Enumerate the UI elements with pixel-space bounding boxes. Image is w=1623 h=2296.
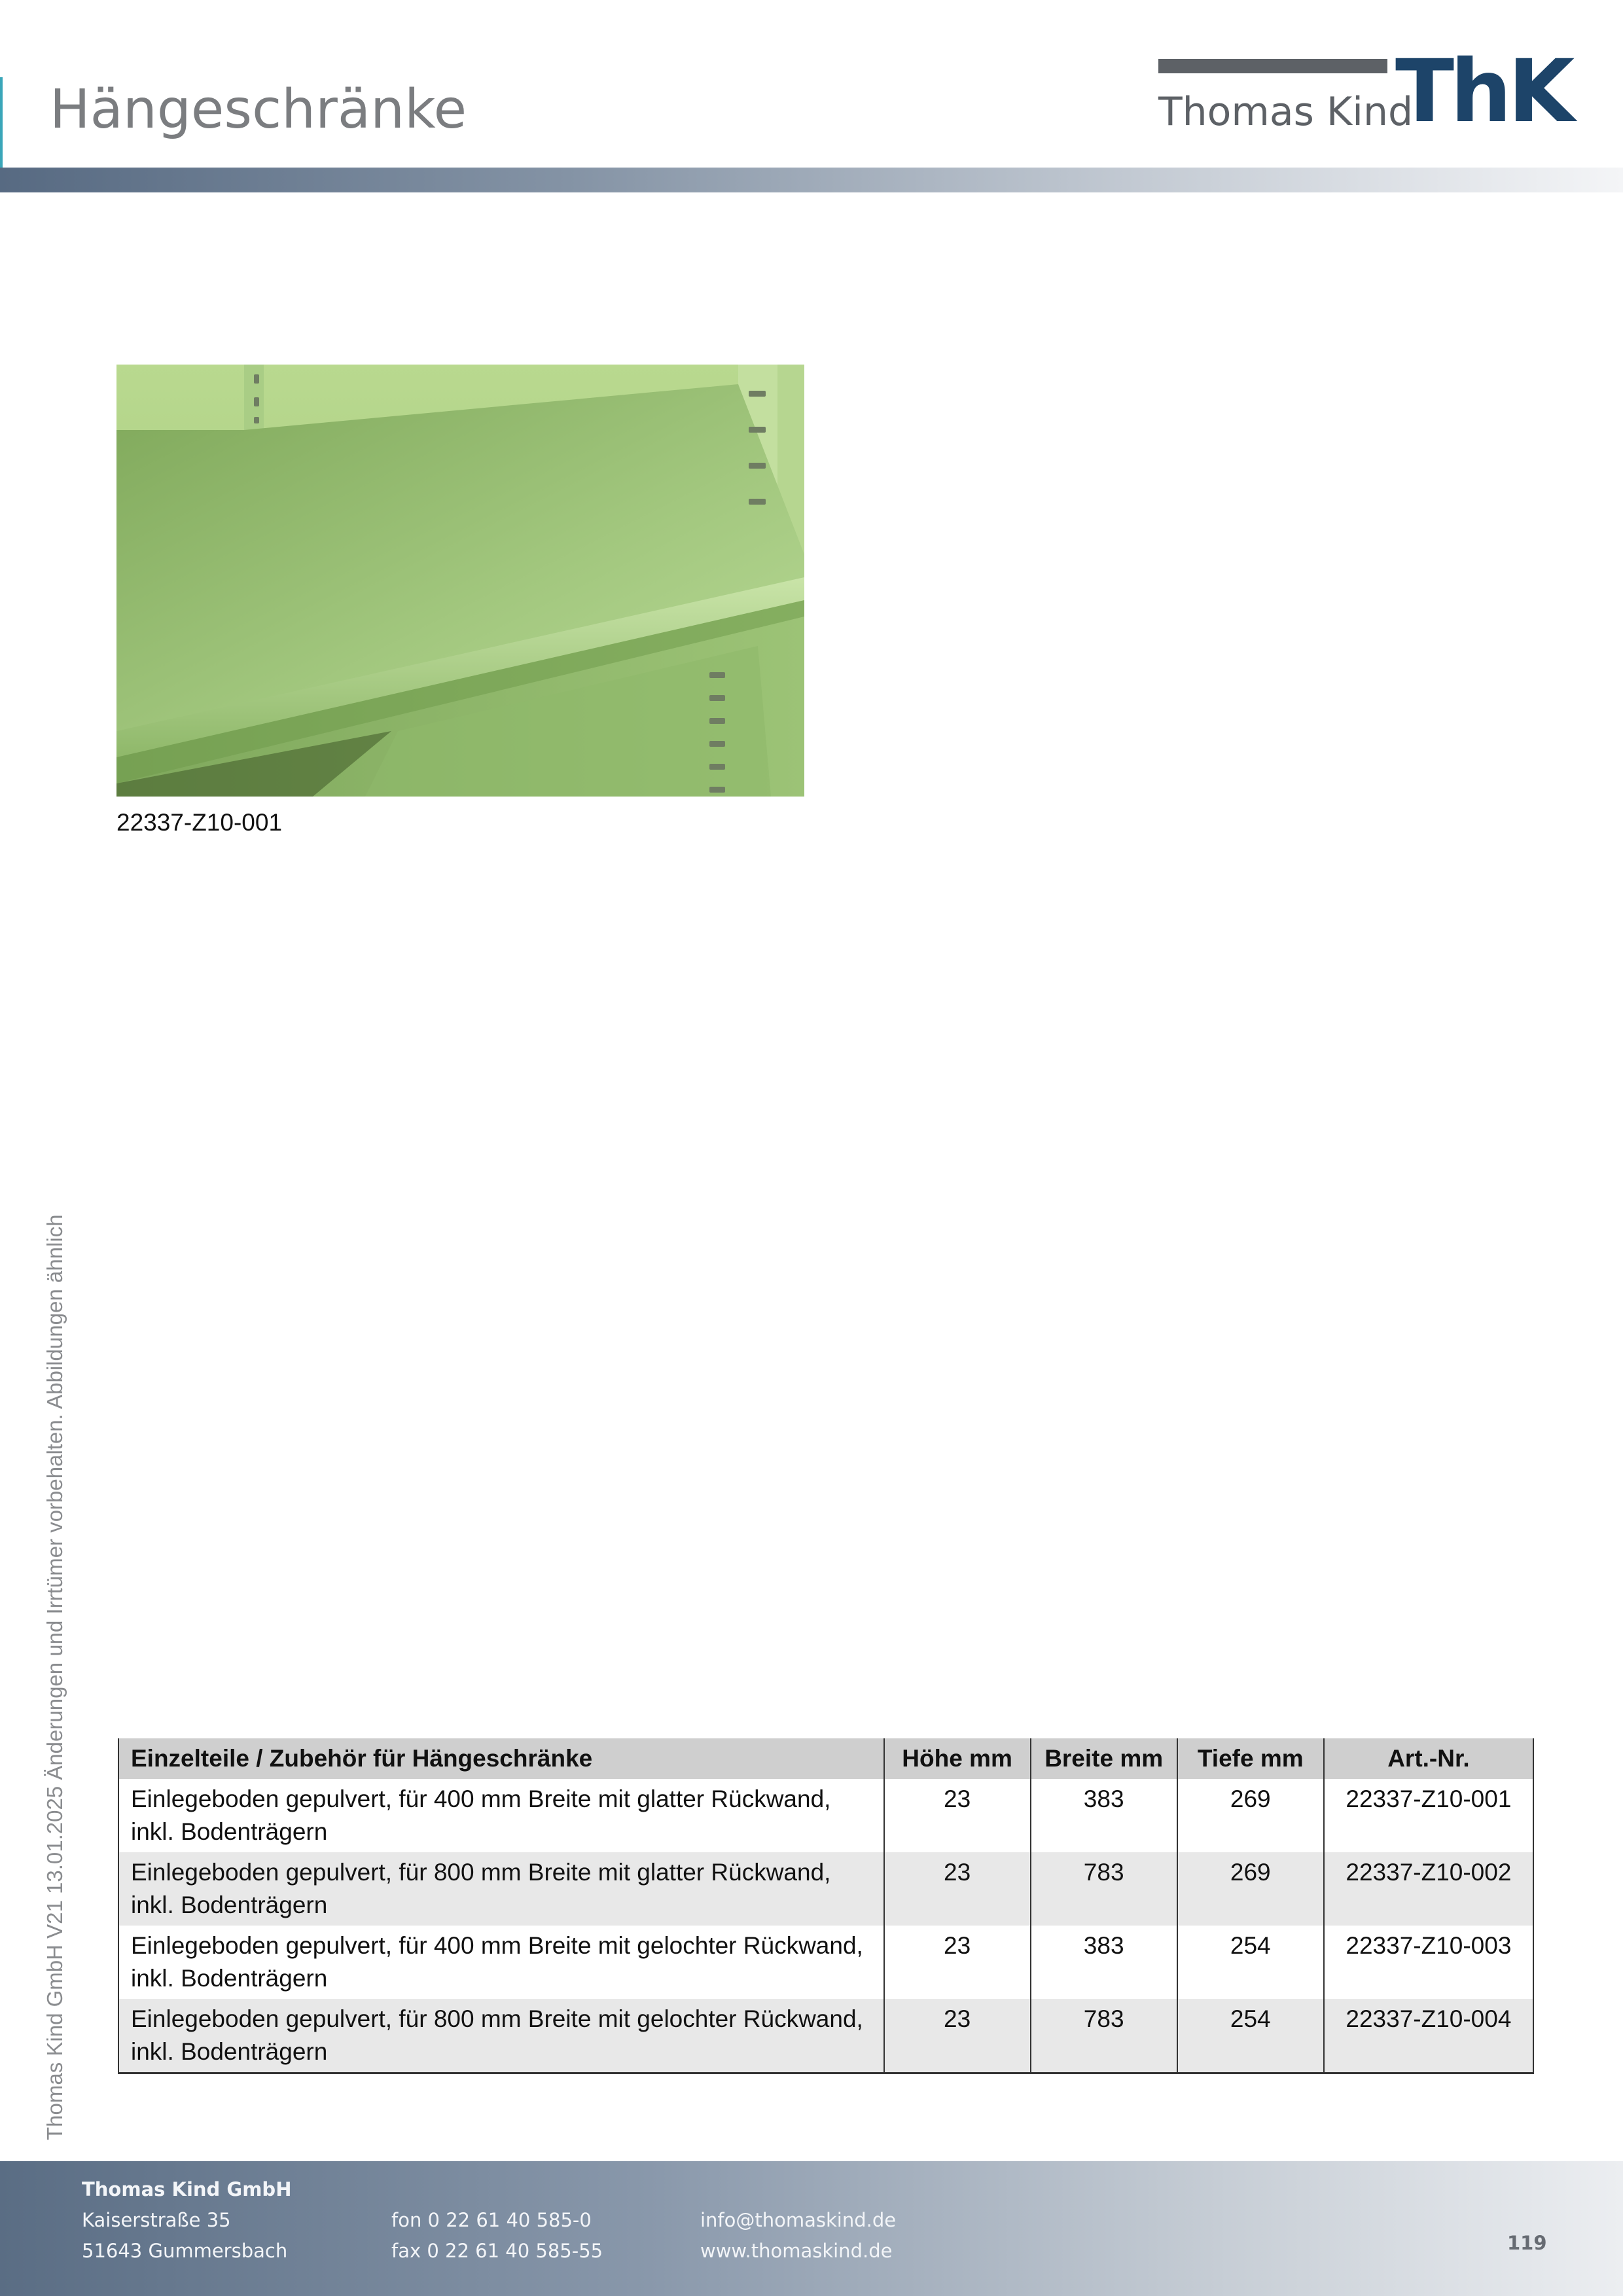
logo-name: Thomas Kind [1158,89,1414,135]
footer-website[interactable]: www.thomaskind.de [700,2240,893,2262]
cell-art-nr: 22337-Z10-003 [1324,1926,1533,1999]
company-logo [1157,41,1593,142]
cell-tiefe: 254 [1177,1999,1324,2073]
table-row [118,1852,1533,1926]
cell-breite: 383 [1031,1926,1177,1999]
header-accent-line [0,77,3,169]
header-breite: Breite mm [1031,1738,1177,1779]
footer-email[interactable]: info@thomaskind.de [700,2209,897,2231]
cell-art-nr: 22337-Z10-002 [1324,1852,1533,1926]
footer-street: Kaiserstraße 35 [82,2209,231,2231]
footer-city: 51643 Gummersbach [82,2240,288,2262]
side-note: Thomas Kind GmbH V21 13.01.2025 Änderungen und Irrtümer vorbehalten. Abbildungen ähnlich [43,1214,67,2140]
shelf-photo [116,365,804,797]
table-header-row [118,1738,1533,1779]
cell-hoehe: 23 [884,1852,1031,1926]
cell-breite: 783 [1031,1852,1177,1926]
page-number: 119 [1507,2232,1547,2254]
logo-mark: ThK [1395,41,1571,142]
cell-hoehe: 23 [884,1999,1031,2073]
photo-caption: 22337-Z10-001 [116,809,283,836]
cell-tiefe: 269 [1177,1779,1324,1852]
cell-breite: 383 [1031,1779,1177,1852]
cell-art-nr: 22337-Z10-004 [1324,1999,1533,2073]
accessories-table [118,1738,1534,2074]
cell-description: Einlegeboden gepulvert, für 800 mm Breite mit gelochter Rückwand, inkl. Bodenträgern [118,1999,884,2073]
footer [0,2161,1623,2296]
cell-description: Einlegeboden gepulvert, für 400 mm Breite mit gelochter Rückwand, inkl. Bodenträgern [118,1926,884,1999]
cell-description: Einlegeboden gepulvert, für 800 mm Breite mit glatter Rückwand, inkl. Bodenträgern [118,1852,884,1926]
footer-fax: fax 0 22 61 40 585-55 [391,2240,603,2262]
cell-tiefe: 269 [1177,1852,1324,1926]
footer-company: Thomas Kind GmbH [82,2178,292,2200]
header-hoehe: Höhe mm [884,1738,1031,1779]
footer-phone: fon 0 22 61 40 585-0 [391,2209,592,2231]
cell-hoehe: 23 [884,1926,1031,1999]
cell-description: Einlegeboden gepulvert, für 400 mm Breite mit glatter Rückwand, inkl. Bodenträgern [118,1779,884,1852]
logo-bar [1158,59,1387,73]
table-row [118,1926,1533,1999]
page-title: Hängeschränke [50,79,467,141]
header-band [0,168,1623,192]
table-row [118,1779,1533,1852]
cell-breite: 783 [1031,1999,1177,2073]
cell-hoehe: 23 [884,1779,1031,1852]
header-description: Einzelteile / Zubehör für Hängeschränke [118,1738,884,1779]
table-row [118,1999,1533,2073]
header-art-nr: Art.-Nr. [1324,1738,1533,1779]
cell-tiefe: 254 [1177,1926,1324,1999]
header-tiefe: Tiefe mm [1177,1738,1324,1779]
cell-art-nr: 22337-Z10-001 [1324,1779,1533,1852]
